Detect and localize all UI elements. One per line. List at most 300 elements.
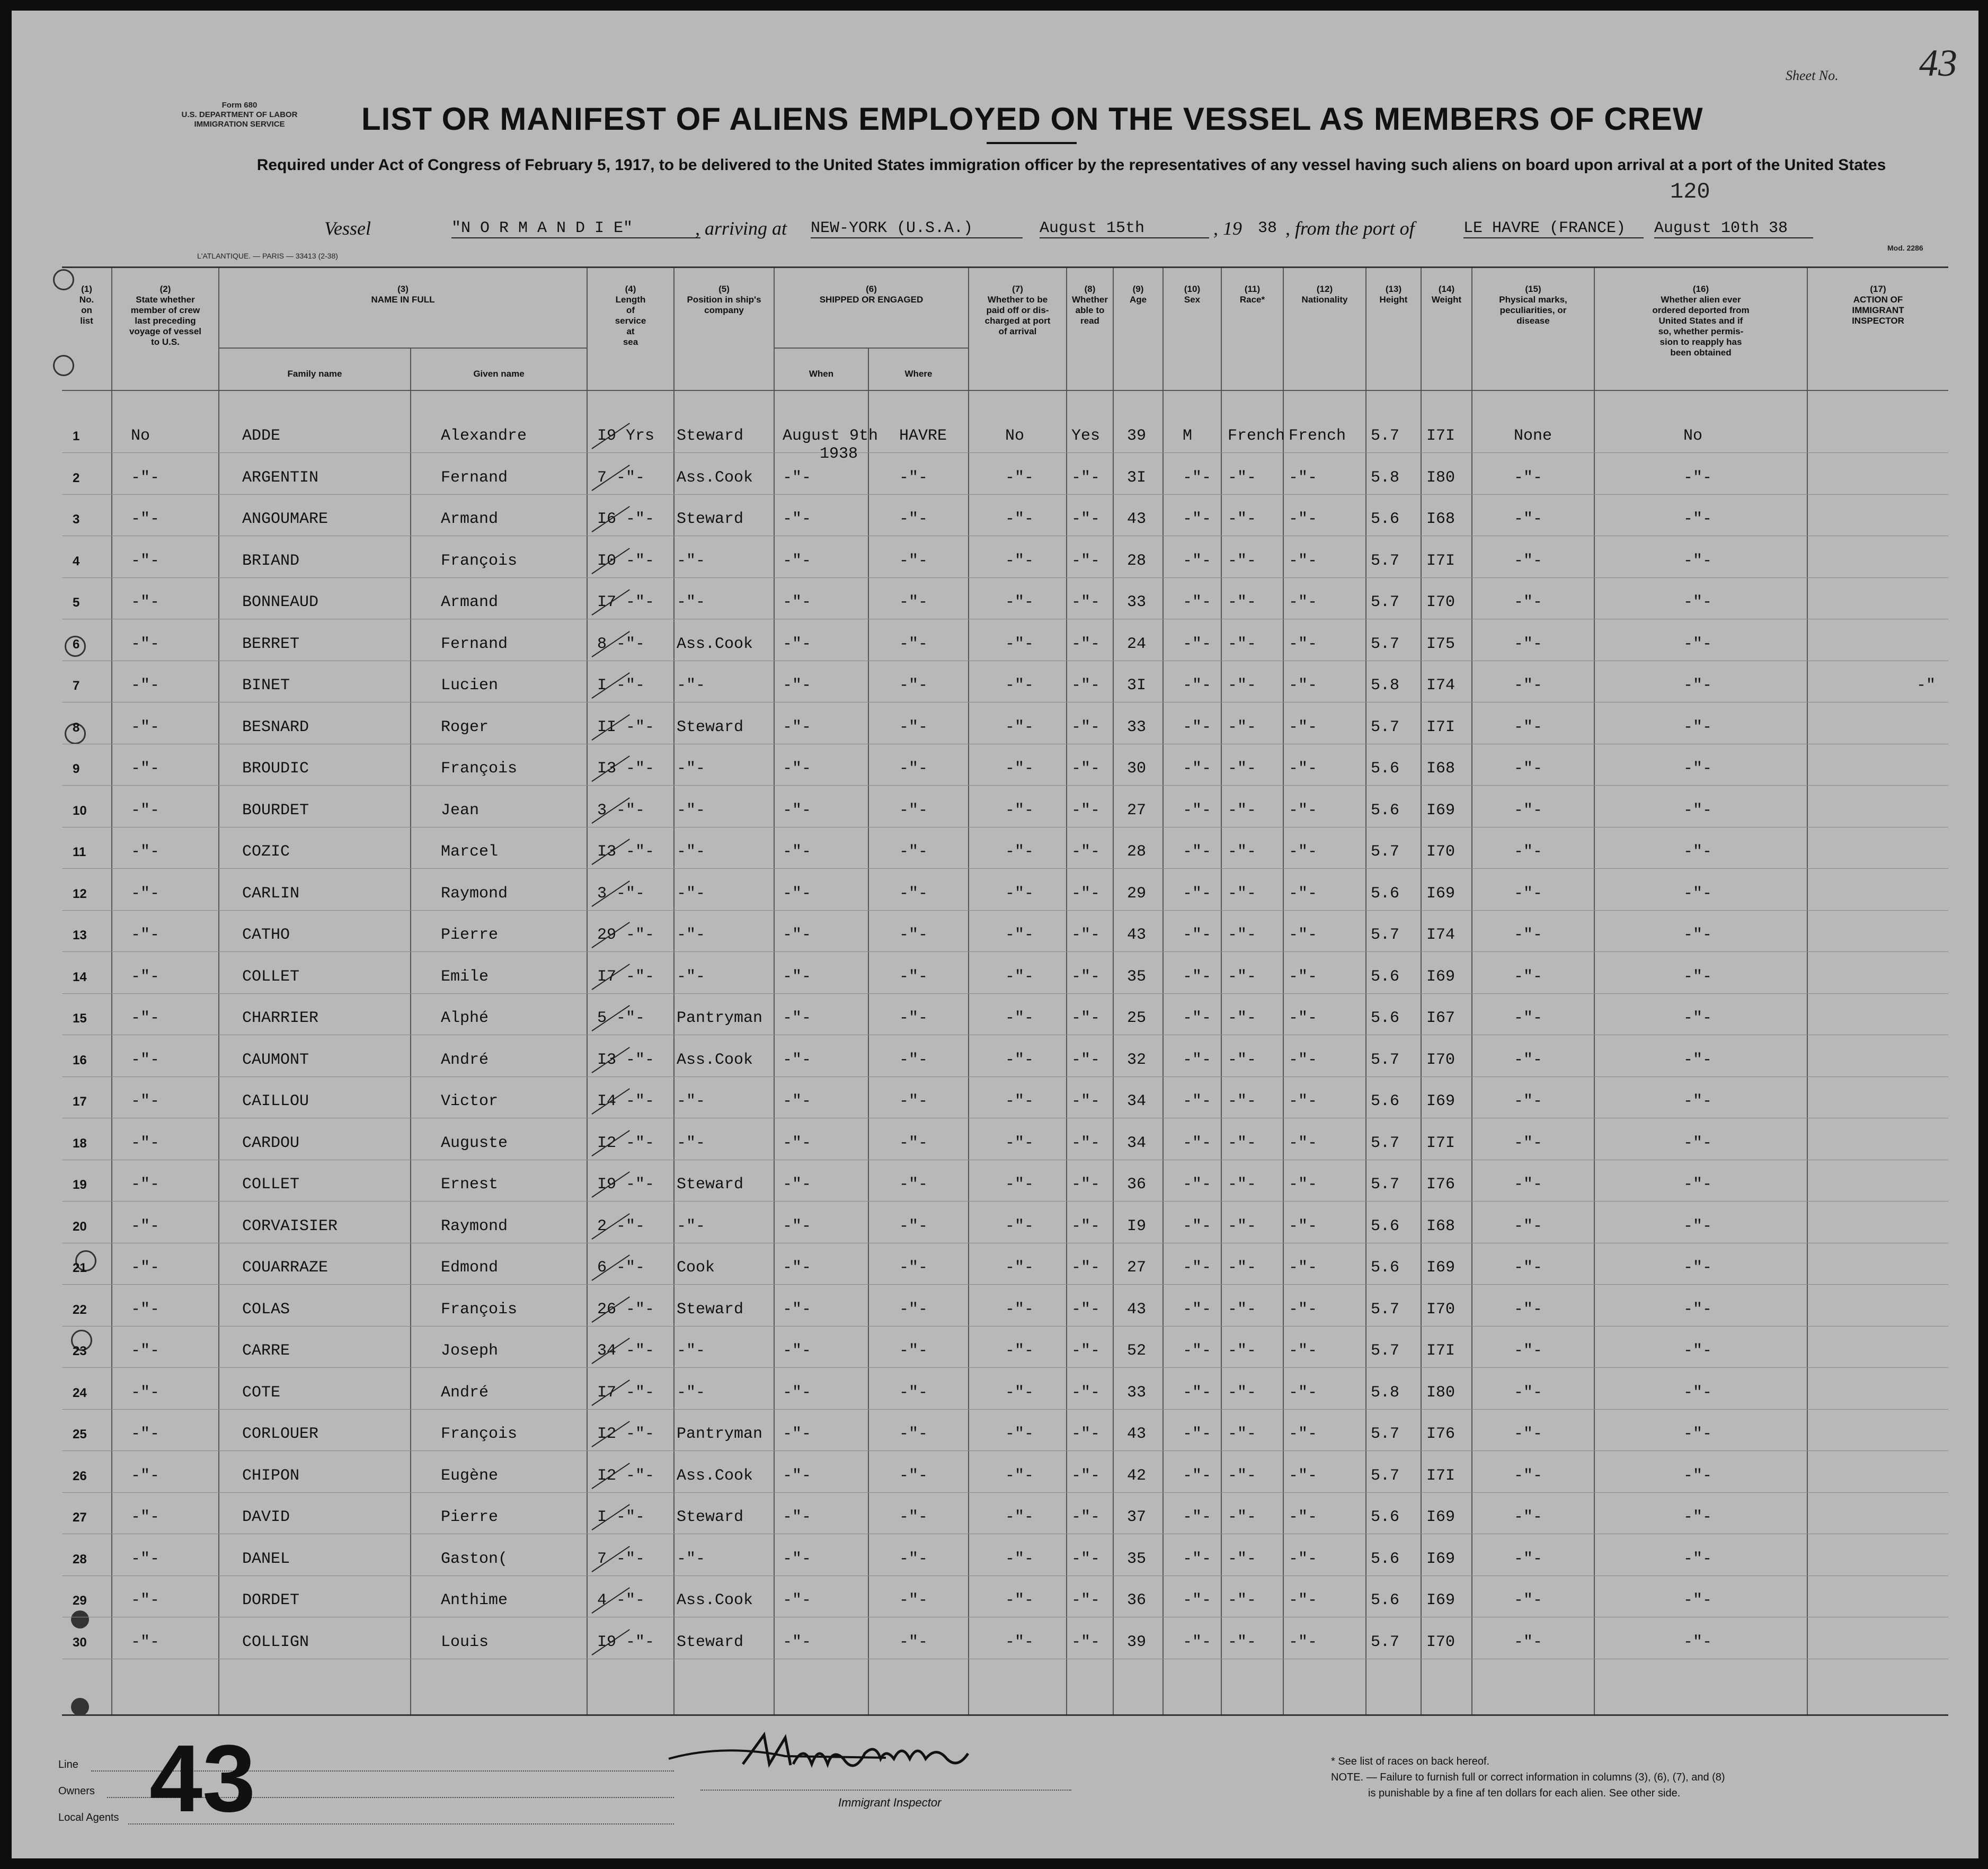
family-name-cell: CORLOUER bbox=[242, 1425, 319, 1443]
header-physical-marks: (15) Physical marks, peculiarities, or disease bbox=[1499, 284, 1567, 326]
previous-voyage-cell: -"- bbox=[131, 510, 160, 528]
age-cell: 27 bbox=[1127, 801, 1147, 820]
age-cell: 28 bbox=[1127, 843, 1147, 861]
shipped-when-cell: -"- bbox=[783, 718, 812, 736]
previous-voyage-cell: -"- bbox=[131, 718, 160, 736]
nationality-cell: -"- bbox=[1289, 718, 1318, 736]
shipped-where-cell: -"- bbox=[899, 1508, 928, 1526]
able-to-read-cell: -"- bbox=[1071, 510, 1100, 528]
shipped-when-cell: -"- bbox=[783, 1051, 812, 1069]
able-to-read-cell: -"- bbox=[1071, 1508, 1100, 1526]
shipped-where-cell: HAVRE bbox=[899, 427, 947, 445]
row-number: 21 bbox=[73, 1261, 87, 1275]
paid-off-cell: -"- bbox=[1005, 1009, 1034, 1027]
arriving-label: , arriving at bbox=[695, 218, 787, 239]
able-to-read-cell: -"- bbox=[1071, 635, 1100, 653]
race-cell: -"- bbox=[1228, 510, 1257, 528]
age-cell: 25 bbox=[1127, 1009, 1147, 1027]
family-name-cell: COLLET bbox=[242, 967, 300, 986]
nationality-cell: -"- bbox=[1289, 1051, 1318, 1069]
shipped-when-cell: -"- bbox=[783, 801, 812, 820]
row-number: 6 bbox=[73, 637, 80, 652]
header-shipped-when: When bbox=[809, 369, 834, 379]
fine-note-1: — Failure to furnish full or correct information in columns (3), (6), (7), and (8) bbox=[1366, 1772, 1725, 1783]
age-cell: 43 bbox=[1127, 926, 1147, 944]
height-cell: 5.6 bbox=[1371, 760, 1400, 778]
age-cell: 43 bbox=[1127, 1425, 1147, 1443]
race-cell: -"- bbox=[1228, 551, 1257, 570]
given-name-cell: Edmond bbox=[441, 1259, 499, 1277]
position-cell: Cook bbox=[677, 1259, 715, 1277]
service-length-cell: 29 -"- bbox=[597, 926, 655, 944]
nationality-cell: -"- bbox=[1289, 1633, 1318, 1651]
able-to-read-cell: -"- bbox=[1071, 1176, 1100, 1194]
weight-cell: I7I bbox=[1426, 1466, 1456, 1485]
service-length-cell: 26 -"- bbox=[597, 1300, 655, 1319]
shipped-where-cell: -"- bbox=[899, 926, 928, 944]
age-cell: 32 bbox=[1127, 1051, 1147, 1069]
race-cell: -"- bbox=[1228, 1092, 1257, 1110]
age-cell: 35 bbox=[1127, 967, 1147, 986]
position-cell: -"- bbox=[677, 843, 706, 861]
header-deported: (16) Whether alien ever ordered deported from United States and if so, whether permis- sion to reapply has been obtained bbox=[1652, 284, 1750, 358]
paid-off-cell: -"- bbox=[1005, 1591, 1034, 1609]
nationality-cell: -"- bbox=[1289, 593, 1318, 611]
age-cell: 37 bbox=[1127, 1508, 1147, 1526]
position-cell: Pantryman bbox=[677, 1425, 763, 1443]
previous-voyage-cell: -"- bbox=[131, 1342, 160, 1360]
deported-cell: -"- bbox=[1683, 884, 1712, 903]
nationality-cell: -"- bbox=[1289, 551, 1318, 570]
shipped-when-cell: -"- bbox=[783, 1300, 812, 1319]
nationality-cell: -"- bbox=[1289, 468, 1318, 487]
able-to-read-cell: -"- bbox=[1071, 843, 1100, 861]
race-cell: -"- bbox=[1228, 1591, 1257, 1609]
deported-cell: -"- bbox=[1683, 843, 1712, 861]
service-length-cell: I4 -"- bbox=[597, 1092, 655, 1110]
shipped-where-cell: -"- bbox=[899, 1217, 928, 1235]
position-cell: -"- bbox=[677, 1342, 706, 1360]
previous-voyage-cell: -"- bbox=[131, 1176, 160, 1194]
race-cell: -"- bbox=[1228, 967, 1257, 986]
family-name-cell: CARLIN bbox=[242, 884, 300, 903]
race-cell: -"- bbox=[1228, 1134, 1257, 1152]
age-cell: 27 bbox=[1127, 1259, 1147, 1277]
previous-voyage-cell: -"- bbox=[131, 593, 160, 611]
header-race: (11) Race* bbox=[1239, 284, 1265, 305]
able-to-read-cell: -"- bbox=[1071, 1217, 1100, 1235]
position-cell: Ass.Cook bbox=[677, 1591, 753, 1609]
service-length-cell: I -"- bbox=[597, 677, 645, 695]
weight-cell: I80 bbox=[1426, 468, 1456, 487]
given-name-cell: Marcel bbox=[441, 843, 499, 861]
deported-cell: -"- bbox=[1683, 1466, 1712, 1485]
year-label: , 19 bbox=[1213, 218, 1242, 239]
shipped-where-cell: -"- bbox=[899, 593, 928, 611]
sex-cell: -"- bbox=[1183, 1217, 1212, 1235]
year-value: 38 bbox=[1258, 219, 1277, 237]
shipped-when-cell: -"- bbox=[783, 967, 812, 986]
age-cell: 30 bbox=[1127, 760, 1147, 778]
owners-label: Owners bbox=[58, 1785, 95, 1797]
service-length-cell: 5 -"- bbox=[597, 1009, 645, 1027]
paid-off-cell: -"- bbox=[1005, 1383, 1034, 1402]
height-cell: 5.7 bbox=[1371, 551, 1400, 570]
family-name-cell: CHIPON bbox=[242, 1466, 300, 1485]
shipped-when-cell: -"- bbox=[783, 1092, 812, 1110]
physical-marks-cell: -"- bbox=[1514, 677, 1543, 695]
given-name-cell: Anthime bbox=[441, 1591, 508, 1609]
row-number: 5 bbox=[73, 595, 80, 610]
deported-cell: -"- bbox=[1683, 1591, 1712, 1609]
service-length-cell: I9 Yrs bbox=[597, 427, 655, 445]
age-cell: 33 bbox=[1127, 593, 1147, 611]
race-cell: -"- bbox=[1228, 1550, 1257, 1568]
inspector-signature bbox=[663, 1727, 1066, 1791]
able-to-read-cell: -"- bbox=[1071, 801, 1100, 820]
family-name-cell: COZIC bbox=[242, 843, 290, 861]
weight-cell: I70 bbox=[1426, 1633, 1456, 1651]
weight-cell: I68 bbox=[1426, 760, 1456, 778]
shipped-when-cell: -"- bbox=[783, 1550, 812, 1568]
sex-cell: -"- bbox=[1183, 593, 1212, 611]
age-cell: 28 bbox=[1127, 551, 1147, 570]
sex-cell: -"- bbox=[1183, 1176, 1212, 1194]
paid-off-cell: -"- bbox=[1005, 1176, 1034, 1194]
height-cell: 5.6 bbox=[1371, 1550, 1400, 1568]
shipped-when-cell: -"- bbox=[783, 468, 812, 487]
nationality-cell: French bbox=[1289, 427, 1346, 445]
height-cell: 5.7 bbox=[1371, 593, 1400, 611]
shipped-when-cell: -"- bbox=[783, 1425, 812, 1443]
given-name-cell: Eugène bbox=[441, 1466, 499, 1485]
previous-voyage-cell: -"- bbox=[131, 843, 160, 861]
sex-cell: -"- bbox=[1183, 843, 1212, 861]
service-length-cell: 4 -"- bbox=[597, 1591, 645, 1609]
nationality-cell: -"- bbox=[1289, 1134, 1318, 1152]
crew-count: 120 bbox=[1670, 179, 1710, 204]
form-department: U.S. DEPARTMENT OF LABOR bbox=[181, 110, 298, 119]
weight-cell: I69 bbox=[1426, 884, 1456, 903]
sex-cell: -"- bbox=[1183, 1425, 1212, 1443]
race-cell: -"- bbox=[1228, 1217, 1257, 1235]
family-name-cell: CORVAISIER bbox=[242, 1217, 338, 1235]
position-cell: Steward bbox=[677, 1633, 744, 1651]
physical-marks-cell: -"- bbox=[1514, 843, 1543, 861]
physical-marks-cell: -"- bbox=[1514, 1550, 1543, 1568]
height-cell: 5.7 bbox=[1371, 635, 1400, 653]
shipped-where-cell: -"- bbox=[899, 468, 928, 487]
family-name-cell: CHARRIER bbox=[242, 1009, 319, 1027]
printer-imprint: L'ATLANTIQUE. — PARIS — 33413 (2-38) bbox=[197, 252, 338, 260]
row-number: 7 bbox=[73, 679, 80, 693]
deported-cell: -"- bbox=[1683, 1176, 1712, 1194]
previous-voyage-cell: -"- bbox=[131, 1550, 160, 1568]
sex-cell: -"- bbox=[1183, 510, 1212, 528]
family-name-cell: DANEL bbox=[242, 1550, 290, 1568]
row-rule bbox=[62, 910, 1948, 911]
able-to-read-cell: -"- bbox=[1071, 1134, 1100, 1152]
paid-off-cell: -"- bbox=[1005, 884, 1034, 903]
shipped-where-cell: -"- bbox=[899, 551, 928, 570]
service-length-cell: 7 -"- bbox=[597, 468, 645, 487]
family-name-cell: CARDOU bbox=[242, 1134, 300, 1152]
service-length-cell: I9 -"- bbox=[597, 1176, 655, 1194]
service-length-cell: 34 -"- bbox=[597, 1342, 655, 1360]
weight-cell: I70 bbox=[1426, 843, 1456, 861]
row-number: 12 bbox=[73, 886, 87, 901]
previous-voyage-cell: -"- bbox=[131, 635, 160, 653]
shipped-where-cell: -"- bbox=[899, 1051, 928, 1069]
deported-cell: -"- bbox=[1683, 635, 1712, 653]
row-number: 28 bbox=[73, 1552, 87, 1567]
page-subtitle: Required under Act of Congress of February 5, 1917, to be delivered to the United States immigration officer by the representatives of any vessel having such aliens on board upon arrival at a port of the United States bbox=[256, 156, 1886, 174]
paid-off-cell: -"- bbox=[1005, 1425, 1034, 1443]
physical-marks-cell: -"- bbox=[1514, 510, 1543, 528]
age-cell: 3I bbox=[1127, 468, 1147, 487]
weight-cell: I7I bbox=[1426, 427, 1456, 445]
height-cell: 5.7 bbox=[1371, 718, 1400, 736]
paid-off-cell: -"- bbox=[1005, 1466, 1034, 1485]
age-cell: 43 bbox=[1127, 510, 1147, 528]
sex-cell: -"- bbox=[1183, 677, 1212, 695]
family-name-cell: CAILLOU bbox=[242, 1092, 309, 1110]
race-cell: French bbox=[1228, 427, 1285, 445]
races-note: * See list of races on back hereof. bbox=[1331, 1756, 1490, 1767]
paid-off-cell: -"- bbox=[1005, 551, 1034, 570]
age-cell: 33 bbox=[1127, 1383, 1147, 1402]
sex-cell: -"- bbox=[1183, 1342, 1212, 1360]
physical-marks-cell: -"- bbox=[1514, 1092, 1543, 1110]
race-cell: -"- bbox=[1228, 926, 1257, 944]
able-to-read-cell: -"- bbox=[1071, 1425, 1100, 1443]
physical-marks-cell: -"- bbox=[1514, 1217, 1543, 1235]
manifest-sheet bbox=[12, 11, 1978, 1858]
position-cell: -"- bbox=[677, 551, 706, 570]
weight-cell: I69 bbox=[1426, 801, 1456, 820]
family-name-cell: COLLET bbox=[242, 1176, 300, 1194]
from-label: , from the port of bbox=[1285, 218, 1415, 239]
given-name-cell: Pierre bbox=[441, 926, 499, 944]
previous-voyage-cell: -"- bbox=[131, 884, 160, 903]
header-given-name: Given name bbox=[473, 369, 525, 379]
given-name-cell: Alphé bbox=[441, 1009, 489, 1027]
race-cell: -"- bbox=[1228, 468, 1257, 487]
height-cell: 5.7 bbox=[1371, 427, 1400, 445]
given-name-cell: François bbox=[441, 551, 518, 570]
header-height: (13) Height bbox=[1379, 284, 1408, 305]
sheet-label: Sheet No. bbox=[1786, 68, 1839, 83]
header-shipped: (6) SHIPPED OR ENGAGED bbox=[819, 284, 924, 305]
given-name-cell: François bbox=[441, 760, 518, 778]
deported-cell: -"- bbox=[1683, 760, 1712, 778]
physical-marks-cell: -"- bbox=[1514, 1633, 1543, 1651]
nationality-cell: -"- bbox=[1289, 1300, 1318, 1319]
deported-cell: -"- bbox=[1683, 1342, 1712, 1360]
shipped-where-cell: -"- bbox=[899, 1134, 928, 1152]
age-cell: I9 bbox=[1127, 1217, 1147, 1235]
header-able-to-read: (8) Whether able to read bbox=[1072, 284, 1108, 326]
row-rule bbox=[62, 452, 1948, 453]
agents-label: Local Agents bbox=[58, 1812, 119, 1823]
header-sex: (10) Sex bbox=[1184, 284, 1201, 305]
form-info bbox=[123, 101, 356, 129]
shipped-when-cell: -"- bbox=[783, 1217, 812, 1235]
row-number: 25 bbox=[73, 1427, 87, 1441]
weight-cell: I68 bbox=[1426, 1217, 1456, 1235]
shipped-when-cell: -"- bbox=[783, 551, 812, 570]
given-name-cell: Victor bbox=[441, 1092, 499, 1110]
shipped-when-cell: -"- bbox=[783, 1466, 812, 1485]
shipped-where-cell: -"- bbox=[899, 1633, 928, 1651]
sex-cell: -"- bbox=[1183, 1009, 1212, 1027]
height-cell: 5.8 bbox=[1371, 468, 1400, 487]
physical-marks-cell: -"- bbox=[1514, 967, 1543, 986]
physical-marks-cell: -"- bbox=[1514, 1425, 1543, 1443]
height-cell: 5.7 bbox=[1371, 1633, 1400, 1651]
age-cell: 29 bbox=[1127, 884, 1147, 903]
height-cell: 5.6 bbox=[1371, 510, 1400, 528]
age-cell: 36 bbox=[1127, 1176, 1147, 1194]
paid-off-cell: -"- bbox=[1005, 1300, 1034, 1319]
inspector-action-cell: -" bbox=[1916, 677, 1936, 695]
height-cell: 5.7 bbox=[1371, 1134, 1400, 1152]
family-name-cell: BROUDIC bbox=[242, 760, 309, 778]
weight-cell: I70 bbox=[1426, 593, 1456, 611]
given-name-cell: Fernand bbox=[441, 635, 508, 653]
family-name-cell: CARRE bbox=[242, 1342, 290, 1360]
race-cell: -"- bbox=[1228, 760, 1257, 778]
weight-cell: I70 bbox=[1426, 1300, 1456, 1319]
weight-cell: I74 bbox=[1426, 926, 1456, 944]
physical-marks-cell: -"- bbox=[1514, 1466, 1543, 1485]
physical-marks-cell: -"- bbox=[1514, 551, 1543, 570]
shipped-where-cell: -"- bbox=[899, 1550, 928, 1568]
height-cell: 5.7 bbox=[1371, 1466, 1400, 1485]
able-to-read-cell: -"- bbox=[1071, 593, 1100, 611]
nationality-cell: -"- bbox=[1289, 967, 1318, 986]
deported-cell: -"- bbox=[1683, 1092, 1712, 1110]
deported-cell: -"- bbox=[1683, 718, 1712, 736]
previous-voyage-cell: -"- bbox=[131, 1633, 160, 1651]
deported-cell: -"- bbox=[1683, 801, 1712, 820]
paid-off-cell: No bbox=[1005, 427, 1025, 445]
given-name-cell: Lucien bbox=[441, 677, 499, 695]
deported-cell: -"- bbox=[1683, 926, 1712, 944]
height-cell: 5.8 bbox=[1371, 677, 1400, 695]
shipped-where-cell: -"- bbox=[899, 1342, 928, 1360]
weight-cell: I80 bbox=[1426, 1383, 1456, 1402]
paid-off-cell: -"- bbox=[1005, 593, 1034, 611]
inspector-label: Immigrant Inspector bbox=[838, 1796, 942, 1809]
shipped-when-cell: -"- bbox=[783, 1383, 812, 1402]
header-name: (3) NAME IN FULL bbox=[371, 284, 435, 305]
family-name-cell: CAUMONT bbox=[242, 1051, 309, 1069]
age-cell: 34 bbox=[1127, 1092, 1147, 1110]
able-to-read-cell: -"- bbox=[1071, 1342, 1100, 1360]
shipped-when-cell: -"- bbox=[783, 884, 812, 903]
race-cell: -"- bbox=[1228, 1425, 1257, 1443]
able-to-read-cell: -"- bbox=[1071, 1092, 1100, 1110]
shipped-when-cell: -"- bbox=[783, 1591, 812, 1609]
sex-cell: -"- bbox=[1183, 1259, 1212, 1277]
paid-off-cell: -"- bbox=[1005, 635, 1034, 653]
service-length-cell: I6 -"- bbox=[597, 510, 655, 528]
row-number: 24 bbox=[73, 1385, 87, 1400]
weight-cell: I69 bbox=[1426, 1508, 1456, 1526]
nationality-cell: -"- bbox=[1289, 1508, 1318, 1526]
header-paid-off: (7) Whether to be paid off or dis- charged at port of arrival bbox=[984, 284, 1051, 336]
able-to-read-cell: -"- bbox=[1071, 884, 1100, 903]
arrival-date: August 15th bbox=[1040, 219, 1209, 238]
shipped-when-cell: -"- bbox=[783, 1633, 812, 1651]
family-name-cell: BRIAND bbox=[242, 551, 300, 570]
able-to-read-cell: -"- bbox=[1071, 926, 1100, 944]
shipped-year-cell: 1938 bbox=[820, 445, 858, 463]
height-cell: 5.7 bbox=[1371, 926, 1400, 944]
shipped-where-cell: -"- bbox=[899, 1466, 928, 1485]
service-length-cell: 3 -"- bbox=[597, 884, 645, 903]
deported-cell: No bbox=[1683, 427, 1703, 445]
row-number: 26 bbox=[73, 1468, 87, 1483]
position-cell: -"- bbox=[677, 677, 706, 695]
row-number: 22 bbox=[73, 1302, 87, 1317]
sex-cell: -"- bbox=[1183, 1383, 1212, 1402]
row-number: 14 bbox=[73, 969, 87, 984]
family-name-cell: COLAS bbox=[242, 1300, 290, 1319]
position-cell: -"- bbox=[677, 1217, 706, 1235]
stamped-page-number: 43 bbox=[149, 1725, 256, 1832]
previous-voyage-cell: -"- bbox=[131, 551, 160, 570]
shipped-where-cell: -"- bbox=[899, 718, 928, 736]
deported-cell: -"- bbox=[1683, 468, 1712, 487]
age-cell: 39 bbox=[1127, 1633, 1147, 1651]
race-cell: -"- bbox=[1228, 593, 1257, 611]
row-rule bbox=[62, 1201, 1948, 1202]
physical-marks-cell: -"- bbox=[1514, 1176, 1543, 1194]
sex-cell: -"- bbox=[1183, 1092, 1212, 1110]
service-length-cell: I3 -"- bbox=[597, 1051, 655, 1069]
weight-cell: I69 bbox=[1426, 1591, 1456, 1609]
previous-voyage-cell: -"- bbox=[131, 1134, 160, 1152]
sex-cell: -"- bbox=[1183, 1051, 1212, 1069]
given-name-cell: Armand bbox=[441, 510, 499, 528]
weight-cell: I70 bbox=[1426, 1051, 1456, 1069]
weight-cell: I75 bbox=[1426, 635, 1456, 653]
family-name-cell: COTE bbox=[242, 1383, 281, 1402]
able-to-read-cell: Yes bbox=[1071, 427, 1100, 445]
height-cell: 5.8 bbox=[1371, 1383, 1400, 1402]
sex-cell: -"- bbox=[1183, 967, 1212, 986]
deported-cell: -"- bbox=[1683, 510, 1712, 528]
shipped-where-cell: -"- bbox=[899, 1425, 928, 1443]
shipped-where-cell: -"- bbox=[899, 1383, 928, 1402]
service-length-cell: I3 -"- bbox=[597, 760, 655, 778]
row-rule bbox=[62, 1409, 1948, 1410]
race-cell: -"- bbox=[1228, 1633, 1257, 1651]
row-rule bbox=[62, 1076, 1948, 1077]
service-length-cell: I2 -"- bbox=[597, 1425, 655, 1443]
paid-off-cell: -"- bbox=[1005, 760, 1034, 778]
able-to-read-cell: -"- bbox=[1071, 1383, 1100, 1402]
able-to-read-cell: -"- bbox=[1071, 718, 1100, 736]
row-rule bbox=[62, 951, 1948, 952]
position-cell: Steward bbox=[677, 1300, 744, 1319]
nationality-cell: -"- bbox=[1289, 1259, 1318, 1277]
previous-voyage-cell: -"- bbox=[131, 967, 160, 986]
model-number: Mod. 2286 bbox=[1887, 244, 1923, 252]
previous-voyage-cell: -"- bbox=[131, 1051, 160, 1069]
